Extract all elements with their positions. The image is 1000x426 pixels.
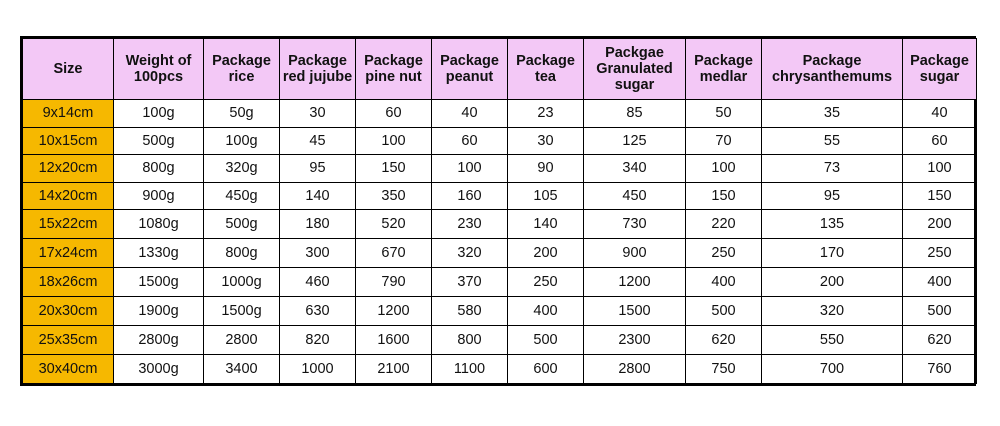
table-cell: 40: [903, 100, 977, 128]
table-cell: 60: [903, 127, 977, 155]
table-cell: 160: [432, 182, 508, 210]
size-cell: 9x14cm: [23, 100, 114, 128]
table-cell: 400: [686, 268, 762, 297]
table-cell: 40: [432, 100, 508, 128]
table-cell: 105: [508, 182, 584, 210]
table-cell: 1600: [356, 326, 432, 355]
table-cell: 1330g: [114, 239, 204, 268]
table-row: [23, 182, 977, 210]
table-cell: 1500g: [114, 268, 204, 297]
table-cell: 750: [686, 355, 762, 384]
header-red-jujube: Package red jujube: [280, 39, 356, 100]
table-cell: 300: [280, 239, 356, 268]
size-cell: 14x20cm: [23, 182, 114, 210]
table-row: [23, 239, 977, 268]
table-cell: 95: [762, 182, 903, 210]
table-cell: 1200: [356, 297, 432, 326]
table-cell: 55: [762, 127, 903, 155]
table-cell: 500: [903, 297, 977, 326]
table-cell: 1100: [432, 355, 508, 384]
table-cell: 1200: [584, 268, 686, 297]
table-cell: 550: [762, 326, 903, 355]
table-cell: 580: [432, 297, 508, 326]
table-cell: 320g: [204, 155, 280, 183]
table-cell: 670: [356, 239, 432, 268]
table-cell: 400: [903, 268, 977, 297]
table-cell: 45: [280, 127, 356, 155]
size-cell: 17x24cm: [23, 239, 114, 268]
table-cell: 800: [432, 326, 508, 355]
table-cell: 60: [356, 100, 432, 128]
table-cell: 200: [508, 239, 584, 268]
size-cell: 20x30cm: [23, 297, 114, 326]
table-cell: 3400: [204, 355, 280, 384]
table-cell: 100: [356, 127, 432, 155]
table-cell: 200: [903, 210, 977, 239]
table-row: [23, 268, 977, 297]
header-chrysanthemums: Package chrysanthemums: [762, 39, 903, 100]
table-cell: 450g: [204, 182, 280, 210]
table-cell: 150: [903, 182, 977, 210]
table-cell: 2800: [204, 326, 280, 355]
table-cell: 250: [903, 239, 977, 268]
table-cell: 150: [686, 182, 762, 210]
size-cell: 25x35cm: [23, 326, 114, 355]
table-row: [23, 100, 977, 128]
table-cell: 30: [508, 127, 584, 155]
table-cell: 220: [686, 210, 762, 239]
size-cell: 18x26cm: [23, 268, 114, 297]
table-cell: 500: [508, 326, 584, 355]
table-cell: 700: [762, 355, 903, 384]
table-cell: 400: [508, 297, 584, 326]
table-cell: 820: [280, 326, 356, 355]
header-weight: Weight of 100pcs: [114, 39, 204, 100]
table-body: [23, 100, 977, 384]
table-cell: 100: [686, 155, 762, 183]
table-cell: 620: [903, 326, 977, 355]
size-cell: 10x15cm: [23, 127, 114, 155]
table-cell: 320: [762, 297, 903, 326]
header-size: Size: [23, 39, 114, 100]
table-cell: 95: [280, 155, 356, 183]
table-cell: 730: [584, 210, 686, 239]
table-row: [23, 355, 977, 384]
table-cell: 790: [356, 268, 432, 297]
table-row: [23, 127, 977, 155]
table-cell: 140: [508, 210, 584, 239]
header-rice: Package rice: [204, 39, 280, 100]
table-cell: 250: [686, 239, 762, 268]
header-medlar: Package medlar: [686, 39, 762, 100]
table-cell: 500g: [204, 210, 280, 239]
table-cell: 340: [584, 155, 686, 183]
table-cell: 100: [903, 155, 977, 183]
table-cell: 760: [903, 355, 977, 384]
table-cell: 50: [686, 100, 762, 128]
table-row: [23, 326, 977, 355]
table-cell: 73: [762, 155, 903, 183]
header-tea: Package tea: [508, 39, 584, 100]
table-cell: 460: [280, 268, 356, 297]
table-cell: 2300: [584, 326, 686, 355]
table-cell: 90: [508, 155, 584, 183]
table-cell: 30: [280, 100, 356, 128]
table-cell: 100g: [204, 127, 280, 155]
header-pine-nut: Package pine nut: [356, 39, 432, 100]
table-cell: 800g: [204, 239, 280, 268]
table-cell: 50g: [204, 100, 280, 128]
table-cell: 1500: [584, 297, 686, 326]
table-cell: 2800g: [114, 326, 204, 355]
table-cell: 100: [432, 155, 508, 183]
table-cell: 1900g: [114, 297, 204, 326]
table-cell: 170: [762, 239, 903, 268]
table-cell: 200: [762, 268, 903, 297]
table-row: [23, 297, 977, 326]
table-cell: 520: [356, 210, 432, 239]
table-cell: 1080g: [114, 210, 204, 239]
table-cell: 1500g: [204, 297, 280, 326]
table-cell: 900: [584, 239, 686, 268]
table-cell: 180: [280, 210, 356, 239]
table-cell: 23: [508, 100, 584, 128]
table-cell: 150: [356, 155, 432, 183]
table-cell: 135: [762, 210, 903, 239]
table-cell: 250: [508, 268, 584, 297]
table-cell: 620: [686, 326, 762, 355]
table-cell: 800g: [114, 155, 204, 183]
size-cell: 15x22cm: [23, 210, 114, 239]
table-cell: 1000g: [204, 268, 280, 297]
size-chart-table-frame: [20, 36, 976, 386]
table-cell: 140: [280, 182, 356, 210]
table-cell: 230: [432, 210, 508, 239]
header-granulated-sugar: Packgae Granulated sugar: [584, 39, 686, 100]
table-cell: 2800: [584, 355, 686, 384]
table-cell: 85: [584, 100, 686, 128]
table-cell: 70: [686, 127, 762, 155]
table-row: [23, 155, 977, 183]
header-row: [23, 39, 977, 100]
size-chart-table: [22, 38, 977, 384]
table-cell: 35: [762, 100, 903, 128]
table-cell: 450: [584, 182, 686, 210]
table-cell: 3000g: [114, 355, 204, 384]
table-cell: 125: [584, 127, 686, 155]
header-peanut: Package peanut: [432, 39, 508, 100]
table-cell: 630: [280, 297, 356, 326]
size-cell: 30x40cm: [23, 355, 114, 384]
table-cell: 350: [356, 182, 432, 210]
table-cell: 900g: [114, 182, 204, 210]
size-cell: 12x20cm: [23, 155, 114, 183]
table-cell: 370: [432, 268, 508, 297]
table-row: [23, 210, 977, 239]
table-cell: 500g: [114, 127, 204, 155]
table-cell: 500: [686, 297, 762, 326]
table-cell: 60: [432, 127, 508, 155]
table-cell: 1000: [280, 355, 356, 384]
table-cell: 100g: [114, 100, 204, 128]
table-cell: 320: [432, 239, 508, 268]
table-cell: 2100: [356, 355, 432, 384]
header-sugar: Package sugar: [903, 39, 977, 100]
table-cell: 600: [508, 355, 584, 384]
